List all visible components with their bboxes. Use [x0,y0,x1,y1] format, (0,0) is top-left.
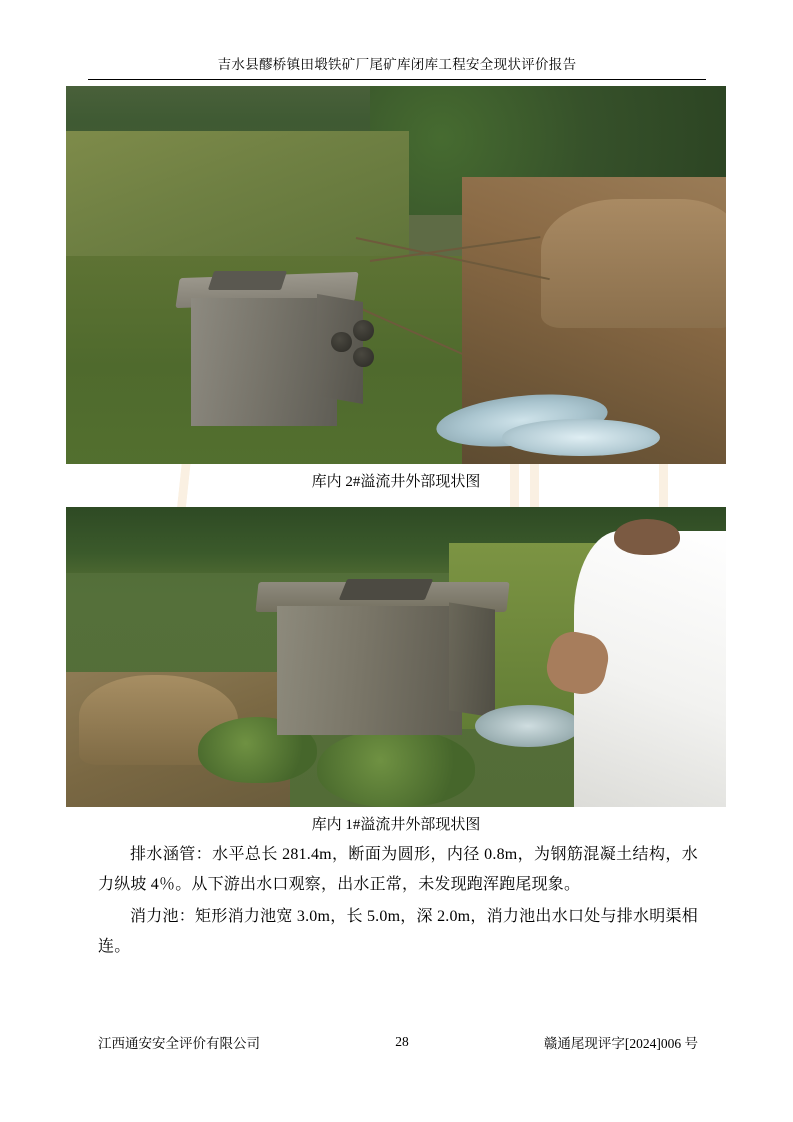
scene2-water-pool [475,705,581,747]
page-number: 28 [395,1034,409,1049]
scene2-well-body [277,606,462,735]
figure-caption: 库内 2#溢流井外部现状图 [311,474,481,490]
scene2-shrub [317,729,475,807]
body-text [98,840,698,964]
scene1-well-hatch [208,271,287,290]
photo-overflow-well-1-exterior [66,507,726,807]
page-header [88,56,706,80]
scene2-well-side-face [449,602,495,717]
scene1-water-pool-secondary [502,419,660,457]
scene1-soil-mound [541,199,726,328]
header-divider [88,79,706,80]
scene2-well-hatch [339,579,433,600]
paragraph-drainage-culvert: 排水涵管：水平总长 281.4m，断面为圆形，内径 0.8m，为钢筋混凝土结构，水力纵坡 4％。从下游出水口观察，出水正常，未发现跑浑跑尾现象。 [98,846,698,893]
paragraph-stilling-basin: 消力池：矩形消力池宽 3.0m，长 5.0m，深 2.0m，消力池出水口处与排水明渠相连。 [98,908,698,955]
scene1-well-opening [353,347,373,367]
scene1-well-opening [353,320,373,340]
scene1-well-body [191,298,336,427]
header-title: 吉水县醪桥镇田塅铁矿厂尾矿库闭库工程安全现状评价报告 [217,57,577,72]
photo-scene-1 [66,86,726,464]
figure-overflow-well-1 [66,507,726,837]
figure-caption: 库内 1#溢流井外部现状图 [311,817,481,833]
figure-overflow-well-2 [66,86,726,494]
scene2-person-head [614,519,680,555]
footer-document-number: 赣通尾现评字[2024]006 号 [543,1036,698,1051]
photo-overflow-well-2-exterior [66,86,726,464]
page-footer [98,1032,698,1052]
photo-scene-2 [66,507,726,807]
scene1-well-opening [331,332,351,352]
footer-company: 江西通安安全评价有限公司 [98,1036,260,1051]
